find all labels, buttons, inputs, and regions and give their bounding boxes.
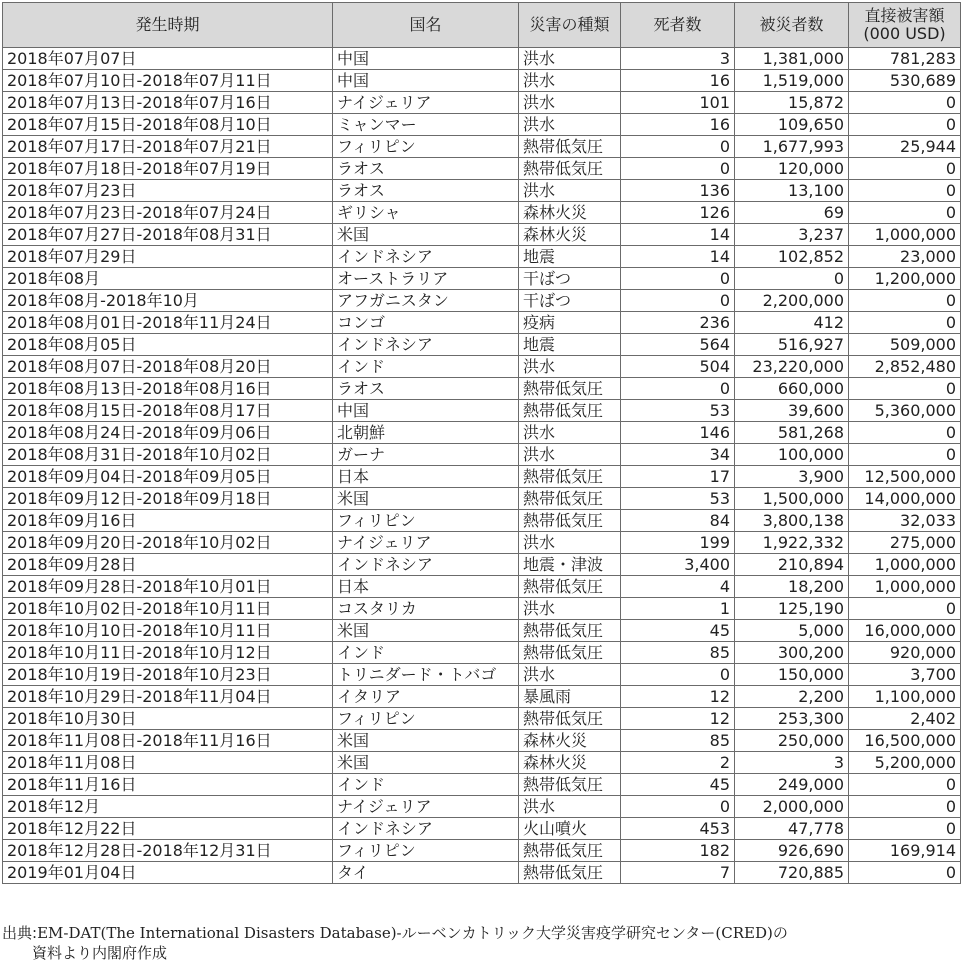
cell-country: 米国 [333, 752, 519, 774]
cell-damage: 12,500,000 [849, 466, 961, 488]
cell-deaths: 14 [621, 246, 735, 268]
cell-damage: 32,033 [849, 510, 961, 532]
header-damage-line1: 直接被害額 [864, 6, 945, 25]
cell-affected: 2,200,000 [735, 290, 849, 312]
cell-country: ミャンマー [333, 114, 519, 136]
table-row [3, 356, 961, 378]
source-label: 出典: [2, 924, 38, 942]
cell-country: ガーナ [333, 444, 519, 466]
cell-date: 2018年11月08日-2018年11月16日 [3, 730, 333, 752]
table-row [3, 136, 961, 158]
cell-deaths: 453 [621, 818, 735, 840]
cell-country: インドネシア [333, 554, 519, 576]
table-row [3, 268, 961, 290]
cell-affected: 109,650 [735, 114, 849, 136]
cell-country: 中国 [333, 48, 519, 70]
cell-date: 2018年07月29日 [3, 246, 333, 268]
cell-type: 火山噴火 [519, 818, 621, 840]
cell-deaths: 12 [621, 708, 735, 730]
cell-affected: 100,000 [735, 444, 849, 466]
table-row [3, 422, 961, 444]
table-row [3, 840, 961, 862]
cell-deaths: 1 [621, 598, 735, 620]
cell-country: 米国 [333, 488, 519, 510]
cell-country: トリニダード・トバゴ [333, 664, 519, 686]
cell-country: コスタリカ [333, 598, 519, 620]
table-row [3, 180, 961, 202]
cell-date: 2018年10月10日-2018年10月11日 [3, 620, 333, 642]
cell-country: 米国 [333, 224, 519, 246]
cell-deaths: 12 [621, 686, 735, 708]
cell-deaths: 182 [621, 840, 735, 862]
cell-country: ギリシャ [333, 202, 519, 224]
cell-affected: 250,000 [735, 730, 849, 752]
cell-damage: 0 [849, 422, 961, 444]
cell-deaths: 146 [621, 422, 735, 444]
table-row [3, 224, 961, 246]
cell-country: ラオス [333, 180, 519, 202]
cell-type: 熱帯低気圧 [519, 620, 621, 642]
cell-type: 洪水 [519, 92, 621, 114]
header-date: 発生時期 [3, 3, 333, 48]
cell-type: 洪水 [519, 796, 621, 818]
cell-affected: 120,000 [735, 158, 849, 180]
cell-date: 2018年08月05日 [3, 334, 333, 356]
cell-damage: 0 [849, 818, 961, 840]
cell-damage: 0 [849, 862, 961, 884]
table-row [3, 400, 961, 422]
header-country: 国名 [333, 3, 519, 48]
cell-damage: 2,852,480 [849, 356, 961, 378]
cell-date: 2018年09月12日-2018年09月18日 [3, 488, 333, 510]
cell-damage: 5,360,000 [849, 400, 961, 422]
cell-deaths: 136 [621, 180, 735, 202]
cell-country: インド [333, 774, 519, 796]
cell-damage: 0 [849, 290, 961, 312]
cell-date: 2018年10月19日-2018年10月23日 [3, 664, 333, 686]
cell-affected: 720,885 [735, 862, 849, 884]
cell-date: 2018年08月01日-2018年11月24日 [3, 312, 333, 334]
cell-affected: 5,000 [735, 620, 849, 642]
cell-deaths: 236 [621, 312, 735, 334]
cell-type: 熱帯低気圧 [519, 136, 621, 158]
cell-damage: 0 [849, 796, 961, 818]
cell-affected: 660,000 [735, 378, 849, 400]
cell-affected: 210,894 [735, 554, 849, 576]
table-row [3, 48, 961, 70]
cell-type: 熱帯低気圧 [519, 466, 621, 488]
cell-type: 熱帯低気圧 [519, 488, 621, 510]
cell-country: フィリピン [333, 708, 519, 730]
cell-date: 2018年10月11日-2018年10月12日 [3, 642, 333, 664]
cell-affected: 412 [735, 312, 849, 334]
cell-date: 2018年11月08日 [3, 752, 333, 774]
cell-date: 2018年12月22日 [3, 818, 333, 840]
table-header-row [3, 3, 961, 48]
cell-country: タイ [333, 862, 519, 884]
cell-damage: 509,000 [849, 334, 961, 356]
cell-date: 2018年07月13日-2018年07月16日 [3, 92, 333, 114]
table-row [3, 444, 961, 466]
cell-country: 米国 [333, 620, 519, 642]
cell-deaths: 564 [621, 334, 735, 356]
cell-country: ラオス [333, 158, 519, 180]
header-deaths: 死者数 [621, 3, 735, 48]
cell-date: 2018年12月 [3, 796, 333, 818]
cell-deaths: 126 [621, 202, 735, 224]
cell-affected: 253,300 [735, 708, 849, 730]
table-row [3, 92, 961, 114]
cell-damage: 1,000,000 [849, 224, 961, 246]
cell-affected: 516,927 [735, 334, 849, 356]
cell-damage: 0 [849, 202, 961, 224]
table-row [3, 620, 961, 642]
cell-date: 2018年07月18日-2018年07月19日 [3, 158, 333, 180]
cell-damage: 0 [849, 598, 961, 620]
cell-damage: 1,000,000 [849, 576, 961, 598]
cell-date: 2018年12月28日-2018年12月31日 [3, 840, 333, 862]
cell-date: 2018年11月16日 [3, 774, 333, 796]
cell-affected: 102,852 [735, 246, 849, 268]
table-row [3, 312, 961, 334]
cell-country: 北朝鮮 [333, 422, 519, 444]
cell-date: 2018年07月23日-2018年07月24日 [3, 202, 333, 224]
cell-deaths: 45 [621, 620, 735, 642]
cell-type: 洪水 [519, 444, 621, 466]
cell-damage: 0 [849, 114, 961, 136]
cell-damage: 275,000 [849, 532, 961, 554]
cell-country: コンゴ [333, 312, 519, 334]
cell-damage: 25,944 [849, 136, 961, 158]
cell-deaths: 4 [621, 576, 735, 598]
cell-type: 地震・津波 [519, 554, 621, 576]
cell-damage: 16,000,000 [849, 620, 961, 642]
cell-type: 森林火災 [519, 202, 621, 224]
cell-affected: 1,381,000 [735, 48, 849, 70]
cell-type: 洪水 [519, 180, 621, 202]
cell-damage: 530,689 [849, 70, 961, 92]
cell-damage: 23,000 [849, 246, 961, 268]
table-row [3, 202, 961, 224]
cell-damage: 1,200,000 [849, 268, 961, 290]
table-row [3, 752, 961, 774]
cell-country: ナイジェリア [333, 92, 519, 114]
cell-damage: 5,200,000 [849, 752, 961, 774]
cell-deaths: 16 [621, 114, 735, 136]
cell-affected: 926,690 [735, 840, 849, 862]
cell-affected: 1,677,993 [735, 136, 849, 158]
table-row [3, 642, 961, 664]
cell-affected: 47,778 [735, 818, 849, 840]
cell-country: インドネシア [333, 818, 519, 840]
cell-type: 熱帯低気圧 [519, 862, 621, 884]
table-row [3, 554, 961, 576]
cell-date: 2018年10月02日-2018年10月11日 [3, 598, 333, 620]
cell-deaths: 0 [621, 796, 735, 818]
cell-country: ナイジェリア [333, 532, 519, 554]
cell-type: 洪水 [519, 356, 621, 378]
cell-date: 2019年01月04日 [3, 862, 333, 884]
cell-date: 2018年07月10日-2018年07月11日 [3, 70, 333, 92]
cell-date: 2018年07月07日 [3, 48, 333, 70]
cell-affected: 125,190 [735, 598, 849, 620]
cell-country: フィリピン [333, 840, 519, 862]
cell-deaths: 504 [621, 356, 735, 378]
cell-deaths: 0 [621, 378, 735, 400]
cell-damage: 0 [849, 158, 961, 180]
table-row [3, 664, 961, 686]
table-row [3, 862, 961, 884]
cell-date: 2018年08月15日-2018年08月17日 [3, 400, 333, 422]
cell-country: 日本 [333, 466, 519, 488]
cell-affected: 300,200 [735, 642, 849, 664]
cell-deaths: 3 [621, 48, 735, 70]
cell-deaths: 45 [621, 774, 735, 796]
cell-country: フィリピン [333, 510, 519, 532]
cell-type: 森林火災 [519, 224, 621, 246]
cell-deaths: 0 [621, 664, 735, 686]
cell-affected: 3,237 [735, 224, 849, 246]
cell-country: フィリピン [333, 136, 519, 158]
cell-damage: 1,100,000 [849, 686, 961, 708]
table-row [3, 576, 961, 598]
cell-date: 2018年08月13日-2018年08月16日 [3, 378, 333, 400]
cell-type: 熱帯低気圧 [519, 774, 621, 796]
cell-date: 2018年09月28日 [3, 554, 333, 576]
cell-date: 2018年08月31日-2018年10月02日 [3, 444, 333, 466]
disaster-table-container [2, 2, 960, 884]
cell-deaths: 14 [621, 224, 735, 246]
cell-affected: 69 [735, 202, 849, 224]
cell-type: 洪水 [519, 598, 621, 620]
cell-affected: 1,922,332 [735, 532, 849, 554]
cell-type: 熱帯低気圧 [519, 378, 621, 400]
cell-date: 2018年10月30日 [3, 708, 333, 730]
cell-deaths: 7 [621, 862, 735, 884]
cell-type: 熱帯低気圧 [519, 400, 621, 422]
cell-type: 熱帯低気圧 [519, 840, 621, 862]
cell-damage: 0 [849, 774, 961, 796]
cell-date: 2018年08月 [3, 268, 333, 290]
cell-affected: 3,800,138 [735, 510, 849, 532]
cell-type: 森林火災 [519, 730, 621, 752]
cell-type: 森林火災 [519, 752, 621, 774]
cell-damage: 2,402 [849, 708, 961, 730]
cell-affected: 581,268 [735, 422, 849, 444]
cell-deaths: 0 [621, 268, 735, 290]
cell-affected: 0 [735, 268, 849, 290]
table-row [3, 796, 961, 818]
cell-affected: 13,100 [735, 180, 849, 202]
cell-type: 地震 [519, 334, 621, 356]
table-row [3, 334, 961, 356]
table-row [3, 466, 961, 488]
cell-deaths: 85 [621, 642, 735, 664]
cell-country: オーストラリア [333, 268, 519, 290]
table-row [3, 686, 961, 708]
table-row [3, 708, 961, 730]
cell-type: 熱帯低気圧 [519, 158, 621, 180]
cell-date: 2018年08月-2018年10月 [3, 290, 333, 312]
cell-date: 2018年09月16日 [3, 510, 333, 532]
cell-damage: 16,500,000 [849, 730, 961, 752]
cell-deaths: 3,400 [621, 554, 735, 576]
header-damage [849, 3, 961, 48]
cell-damage: 0 [849, 444, 961, 466]
cell-deaths: 53 [621, 488, 735, 510]
cell-deaths: 2 [621, 752, 735, 774]
cell-type: 暴風雨 [519, 686, 621, 708]
cell-type: 洪水 [519, 48, 621, 70]
cell-type: 洪水 [519, 664, 621, 686]
table-row [3, 730, 961, 752]
cell-deaths: 199 [621, 532, 735, 554]
cell-affected: 3,900 [735, 466, 849, 488]
cell-affected: 3 [735, 752, 849, 774]
cell-type: 洪水 [519, 70, 621, 92]
cell-affected: 249,000 [735, 774, 849, 796]
cell-country: インドネシア [333, 246, 519, 268]
cell-affected: 15,872 [735, 92, 849, 114]
cell-type: 洪水 [519, 114, 621, 136]
cell-date: 2018年09月04日-2018年09月05日 [3, 466, 333, 488]
cell-type: 干ばつ [519, 268, 621, 290]
table-row [3, 290, 961, 312]
cell-type: 干ばつ [519, 290, 621, 312]
cell-date: 2018年07月17日-2018年07月21日 [3, 136, 333, 158]
cell-affected: 1,519,000 [735, 70, 849, 92]
cell-type: 熱帯低気圧 [519, 576, 621, 598]
cell-deaths: 101 [621, 92, 735, 114]
cell-affected: 2,000,000 [735, 796, 849, 818]
table-row [3, 488, 961, 510]
table-row [3, 114, 961, 136]
cell-country: インドネシア [333, 334, 519, 356]
cell-type: 熱帯低気圧 [519, 642, 621, 664]
cell-damage: 781,283 [849, 48, 961, 70]
table-row [3, 774, 961, 796]
cell-deaths: 16 [621, 70, 735, 92]
cell-type: 洪水 [519, 422, 621, 444]
cell-affected: 2,200 [735, 686, 849, 708]
cell-country: ラオス [333, 378, 519, 400]
cell-damage: 0 [849, 92, 961, 114]
table-row [3, 70, 961, 92]
cell-deaths: 0 [621, 290, 735, 312]
cell-country: インド [333, 356, 519, 378]
source-line-2: 資料より内閣府作成 [32, 944, 168, 962]
table-row [3, 510, 961, 532]
cell-date: 2018年10月29日-2018年11月04日 [3, 686, 333, 708]
cell-type: 洪水 [519, 532, 621, 554]
cell-damage: 3,700 [849, 664, 961, 686]
table-row [3, 818, 961, 840]
cell-country: インド [333, 642, 519, 664]
disaster-table [2, 2, 961, 884]
cell-country: 中国 [333, 70, 519, 92]
cell-affected: 39,600 [735, 400, 849, 422]
cell-type: 疫病 [519, 312, 621, 334]
cell-type: 地震 [519, 246, 621, 268]
cell-date: 2018年09月28日-2018年10月01日 [3, 576, 333, 598]
source-text-1: EM-DAT(The International Disasters Database)-ルーベンカトリック大学災害疫学研究センター(CRED)の [37, 924, 788, 942]
cell-deaths: 0 [621, 136, 735, 158]
cell-date: 2018年07月23日 [3, 180, 333, 202]
cell-affected: 1,500,000 [735, 488, 849, 510]
cell-date: 2018年08月24日-2018年09月06日 [3, 422, 333, 444]
cell-damage: 1,000,000 [849, 554, 961, 576]
cell-date: 2018年09月20日-2018年10月02日 [3, 532, 333, 554]
cell-type: 熱帯低気圧 [519, 708, 621, 730]
cell-country: 中国 [333, 400, 519, 422]
cell-damage: 0 [849, 180, 961, 202]
table-row [3, 246, 961, 268]
cell-damage: 0 [849, 312, 961, 334]
cell-deaths: 34 [621, 444, 735, 466]
cell-deaths: 0 [621, 158, 735, 180]
header-affected: 被災者数 [735, 3, 849, 48]
cell-damage: 169,914 [849, 840, 961, 862]
cell-damage: 0 [849, 378, 961, 400]
table-row [3, 532, 961, 554]
table-body [3, 48, 961, 884]
cell-country: 米国 [333, 730, 519, 752]
cell-deaths: 53 [621, 400, 735, 422]
cell-damage: 14,000,000 [849, 488, 961, 510]
cell-country: アフガニスタン [333, 290, 519, 312]
cell-deaths: 85 [621, 730, 735, 752]
cell-country: ナイジェリア [333, 796, 519, 818]
cell-deaths: 84 [621, 510, 735, 532]
header-damage-line2: (000 USD) [863, 24, 946, 43]
cell-country: 日本 [333, 576, 519, 598]
cell-country: イタリア [333, 686, 519, 708]
cell-type: 熱帯低気圧 [519, 510, 621, 532]
source-line-1 [2, 923, 960, 943]
table-row [3, 378, 961, 400]
header-type: 災害の種類 [519, 3, 621, 48]
table-row [3, 158, 961, 180]
cell-deaths: 17 [621, 466, 735, 488]
cell-affected: 150,000 [735, 664, 849, 686]
cell-affected: 23,220,000 [735, 356, 849, 378]
cell-date: 2018年07月27日-2018年08月31日 [3, 224, 333, 246]
cell-affected: 18,200 [735, 576, 849, 598]
cell-date: 2018年08月07日-2018年08月20日 [3, 356, 333, 378]
cell-damage: 920,000 [849, 642, 961, 664]
table-row [3, 598, 961, 620]
source-note [2, 923, 960, 963]
cell-date: 2018年07月15日-2018年08月10日 [3, 114, 333, 136]
